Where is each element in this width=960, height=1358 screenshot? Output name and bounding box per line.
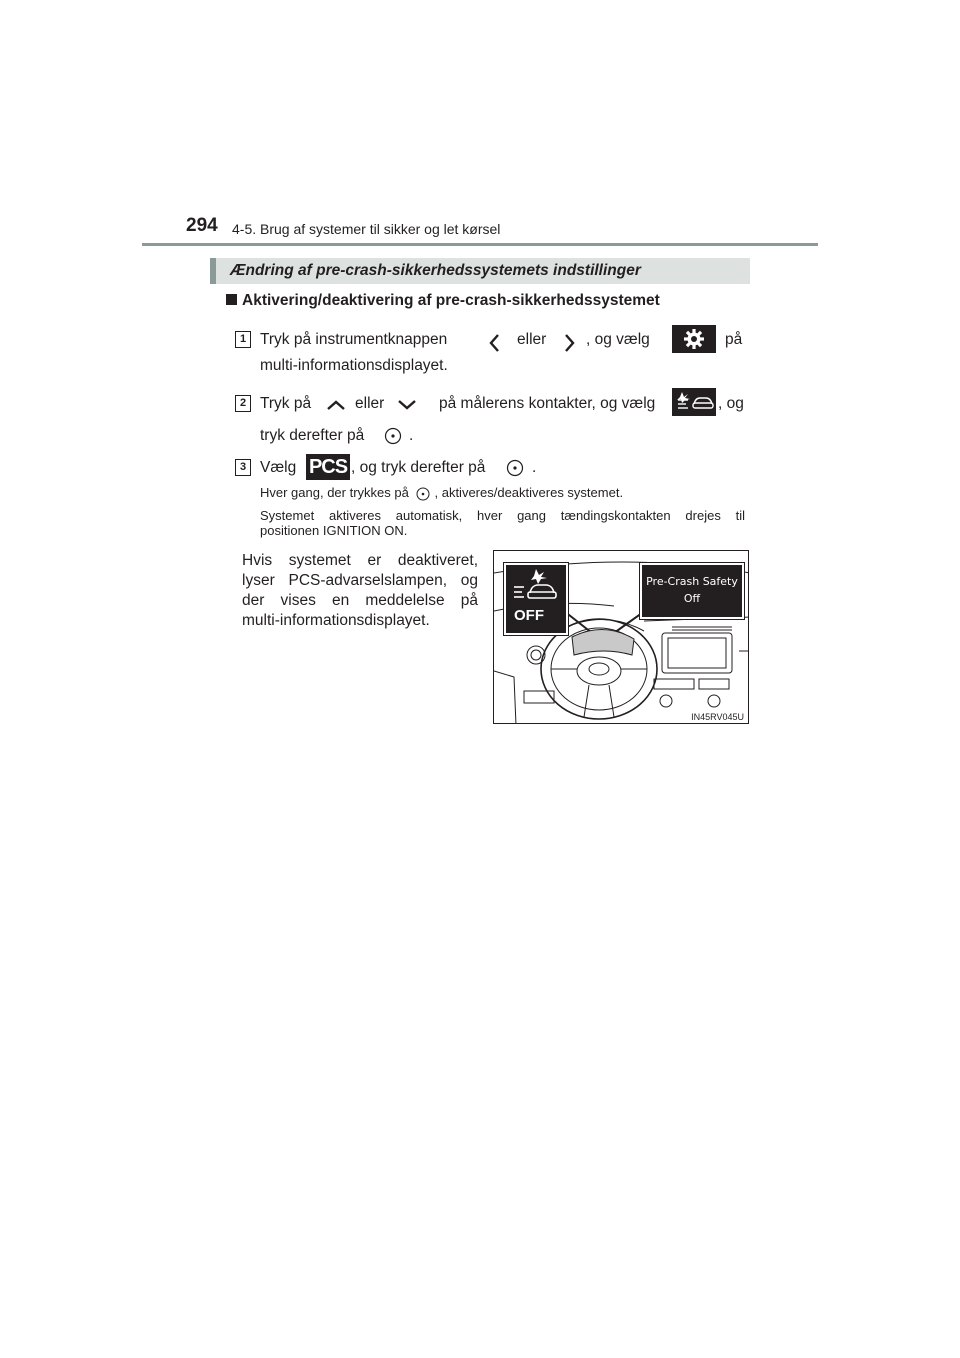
ok-button-icon [384,427,402,445]
header-rule [142,243,818,246]
illustration-code: IN45RV045U [691,712,744,722]
message-line-2: Off [683,592,701,605]
bullet-square-icon [226,294,237,305]
pcs-message-display [640,563,744,619]
ok-button-icon [506,459,524,477]
paragraph-line-4: multi-informationsdisplayet. [242,612,430,629]
step-1-text-b: eller [517,331,547,348]
step-1-text-line2: multi-informationsdisplayet. [260,357,448,374]
step-3-text-b: , og tryk derefter på [351,459,486,476]
step-2-text-line2a: tryk derefter på [260,427,365,444]
step-number-2: 2 [235,395,251,412]
step-3-text-c: . [532,459,537,476]
pcs-warning-icon [672,388,716,416]
step-2-text-a: Tryk på [260,395,312,412]
page-number: 294 [186,215,218,236]
paragraph-line-2: lyser PCS-advarselslampen, og [242,572,478,589]
step-1-text-a: Tryk på instrumentknappen [260,331,448,348]
note-1-text-a: Hver gang, der trykkes på [260,485,409,500]
subheading-box [210,258,750,284]
step-2-text-b: eller [355,395,385,412]
step-3-text-a: Vælg [260,459,297,476]
paragraph-line-3: der vises en meddelelse på [242,592,478,609]
step-2-text-d: , og [718,395,744,412]
pcs-off-indicator [504,563,568,635]
off-label: OFF [514,607,544,624]
step-1-text-d: på [725,331,743,348]
step-2-text-line2b: . [409,427,414,444]
note-2-line-1: Systemet aktiveres automatisk, hver gang tændingskontakten drejes til [260,508,745,523]
step-number-1: 1 [235,331,251,348]
chevron-up-icon [326,399,346,411]
chevron-left-icon [488,333,502,353]
note-1 [260,485,745,501]
paragraph-line-1: Hvis systemet er deaktiveret, [242,552,478,569]
warning-paragraph [242,551,478,631]
section-title: 4-5. Brug af systemer til sikker og let kørsel [232,221,501,237]
note-1-text-b: , aktiveres/deaktiveres systemet. [434,485,624,500]
step-number-3: 3 [235,459,251,476]
bullet-title-text: Aktivering/deaktivering af pre-crash-sikkerhedssystemet [242,292,660,309]
chevron-down-icon [397,399,417,411]
gear-icon [672,325,716,353]
subheading-title: Ændring af pre-crash-sikkerhedssystemets indstillinger [230,262,641,279]
bullet-title [226,292,660,310]
step-1-text-c: , og vælg [586,331,650,348]
pcs-icon: PCS [306,454,350,480]
step-2-text-c: på målerens kontakter, og vælg [439,395,656,412]
message-line-1: Pre-Crash Safety [646,575,738,588]
pcs-warning-icon [506,565,566,605]
ok-button-icon [416,487,430,501]
note-2 [260,508,745,538]
note-2-line-2: positionen IGNITION ON. [260,523,408,538]
chevron-right-icon [562,333,576,353]
